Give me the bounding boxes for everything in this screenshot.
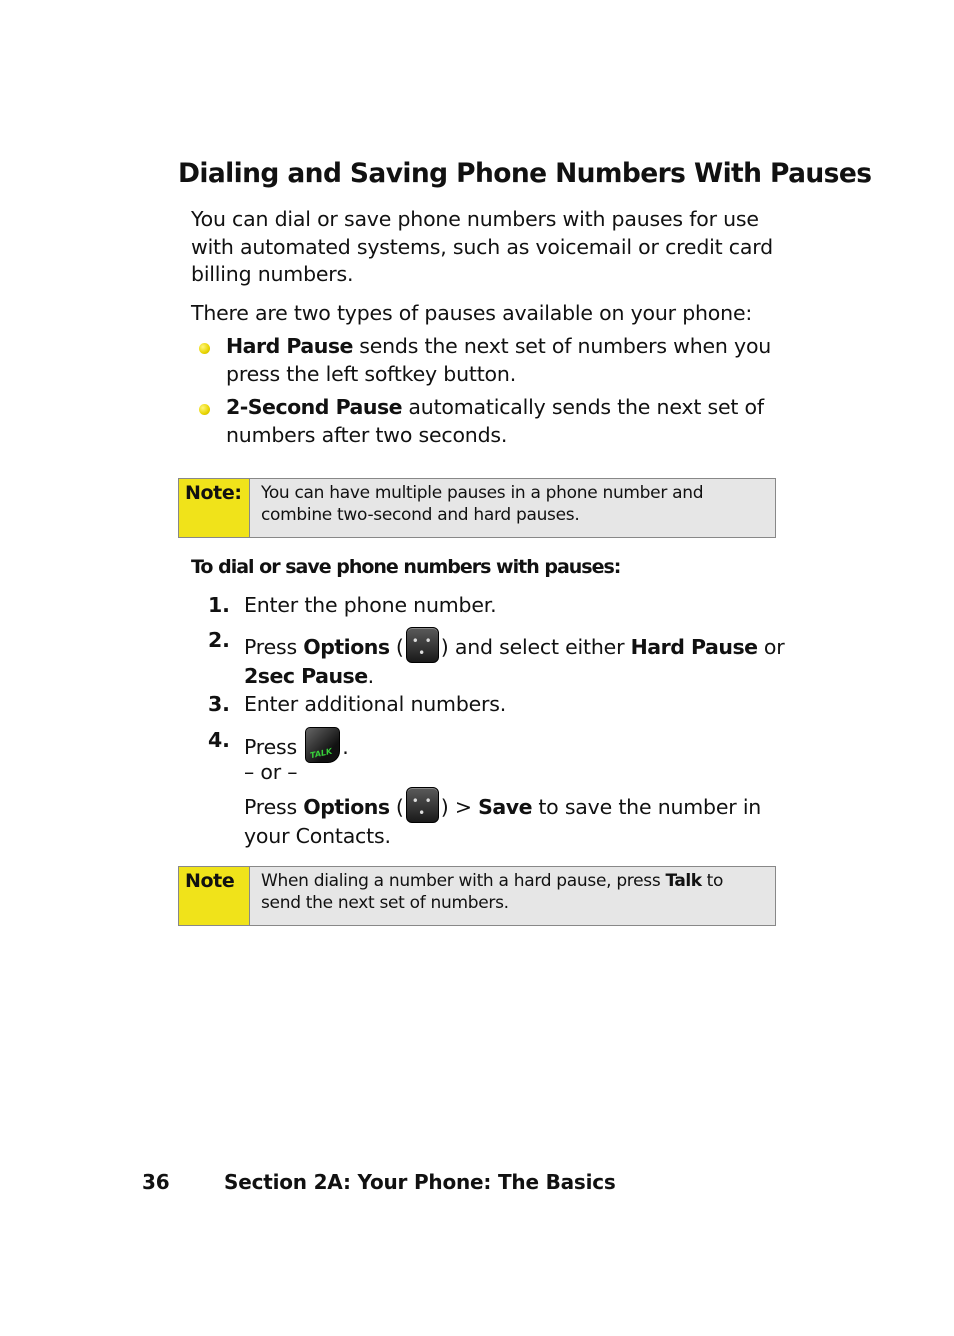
bullet-term: 2-Second Pause (226, 395, 403, 419)
options-softkey-icon: • • • (406, 787, 439, 823)
step-number: 1. (208, 593, 230, 617)
bullet-term: Hard Pause (226, 334, 353, 358)
note-label: Note: (179, 479, 250, 537)
bullet-dot-icon (199, 404, 210, 415)
talk-key-icon: TALK (305, 727, 340, 763)
pause-types-intro: There are two types of pauses available on your phone: (191, 301, 753, 325)
options-softkey-icon: • • • (406, 627, 439, 663)
or-separator: – or – (244, 760, 298, 784)
note-box (178, 478, 776, 538)
step-number: 3. (208, 692, 230, 716)
page-number: 36 (142, 1170, 170, 1194)
intro-paragraph: You can dial or save phone numbers with pauses for use with automated systems, such as voicemail or credit card billing numbers. (191, 207, 773, 286)
step-text: Enter the phone number. (244, 593, 497, 617)
step-number: 4. (208, 728, 230, 752)
step-text: Enter additional numbers. (244, 692, 507, 716)
procedure-heading: To dial or save phone numbers with pauses: (191, 556, 621, 578)
section-title: Section 2A: Your Phone: The Basics (224, 1170, 616, 1194)
note-box (178, 866, 776, 926)
bullet-description: automatically sends the next set of numbers after two seconds. (226, 395, 764, 447)
step-text: Press Options ( • • • ) and select either Hard Pause or 2sec Pause. (244, 627, 791, 691)
page-title: Dialing and Saving Phone Numbers With Pauses (178, 158, 872, 189)
step-number: 2. (208, 628, 230, 652)
note-text: When dialing a number with a hard pause, press Talk to send the next set of numbers. (261, 871, 724, 913)
bullet-description: sends the next set of numbers when you press the left softkey button. (226, 334, 772, 386)
note-label: Note (179, 867, 250, 925)
bullet-dot-icon (199, 343, 210, 354)
note-text: You can have multiple pauses in a phone number and combine two-second and hard pauses. (261, 483, 704, 525)
step-text: Press TALK . – or – Press Options ( • • • ) > Save to save the number in your Contacts. (244, 727, 791, 850)
